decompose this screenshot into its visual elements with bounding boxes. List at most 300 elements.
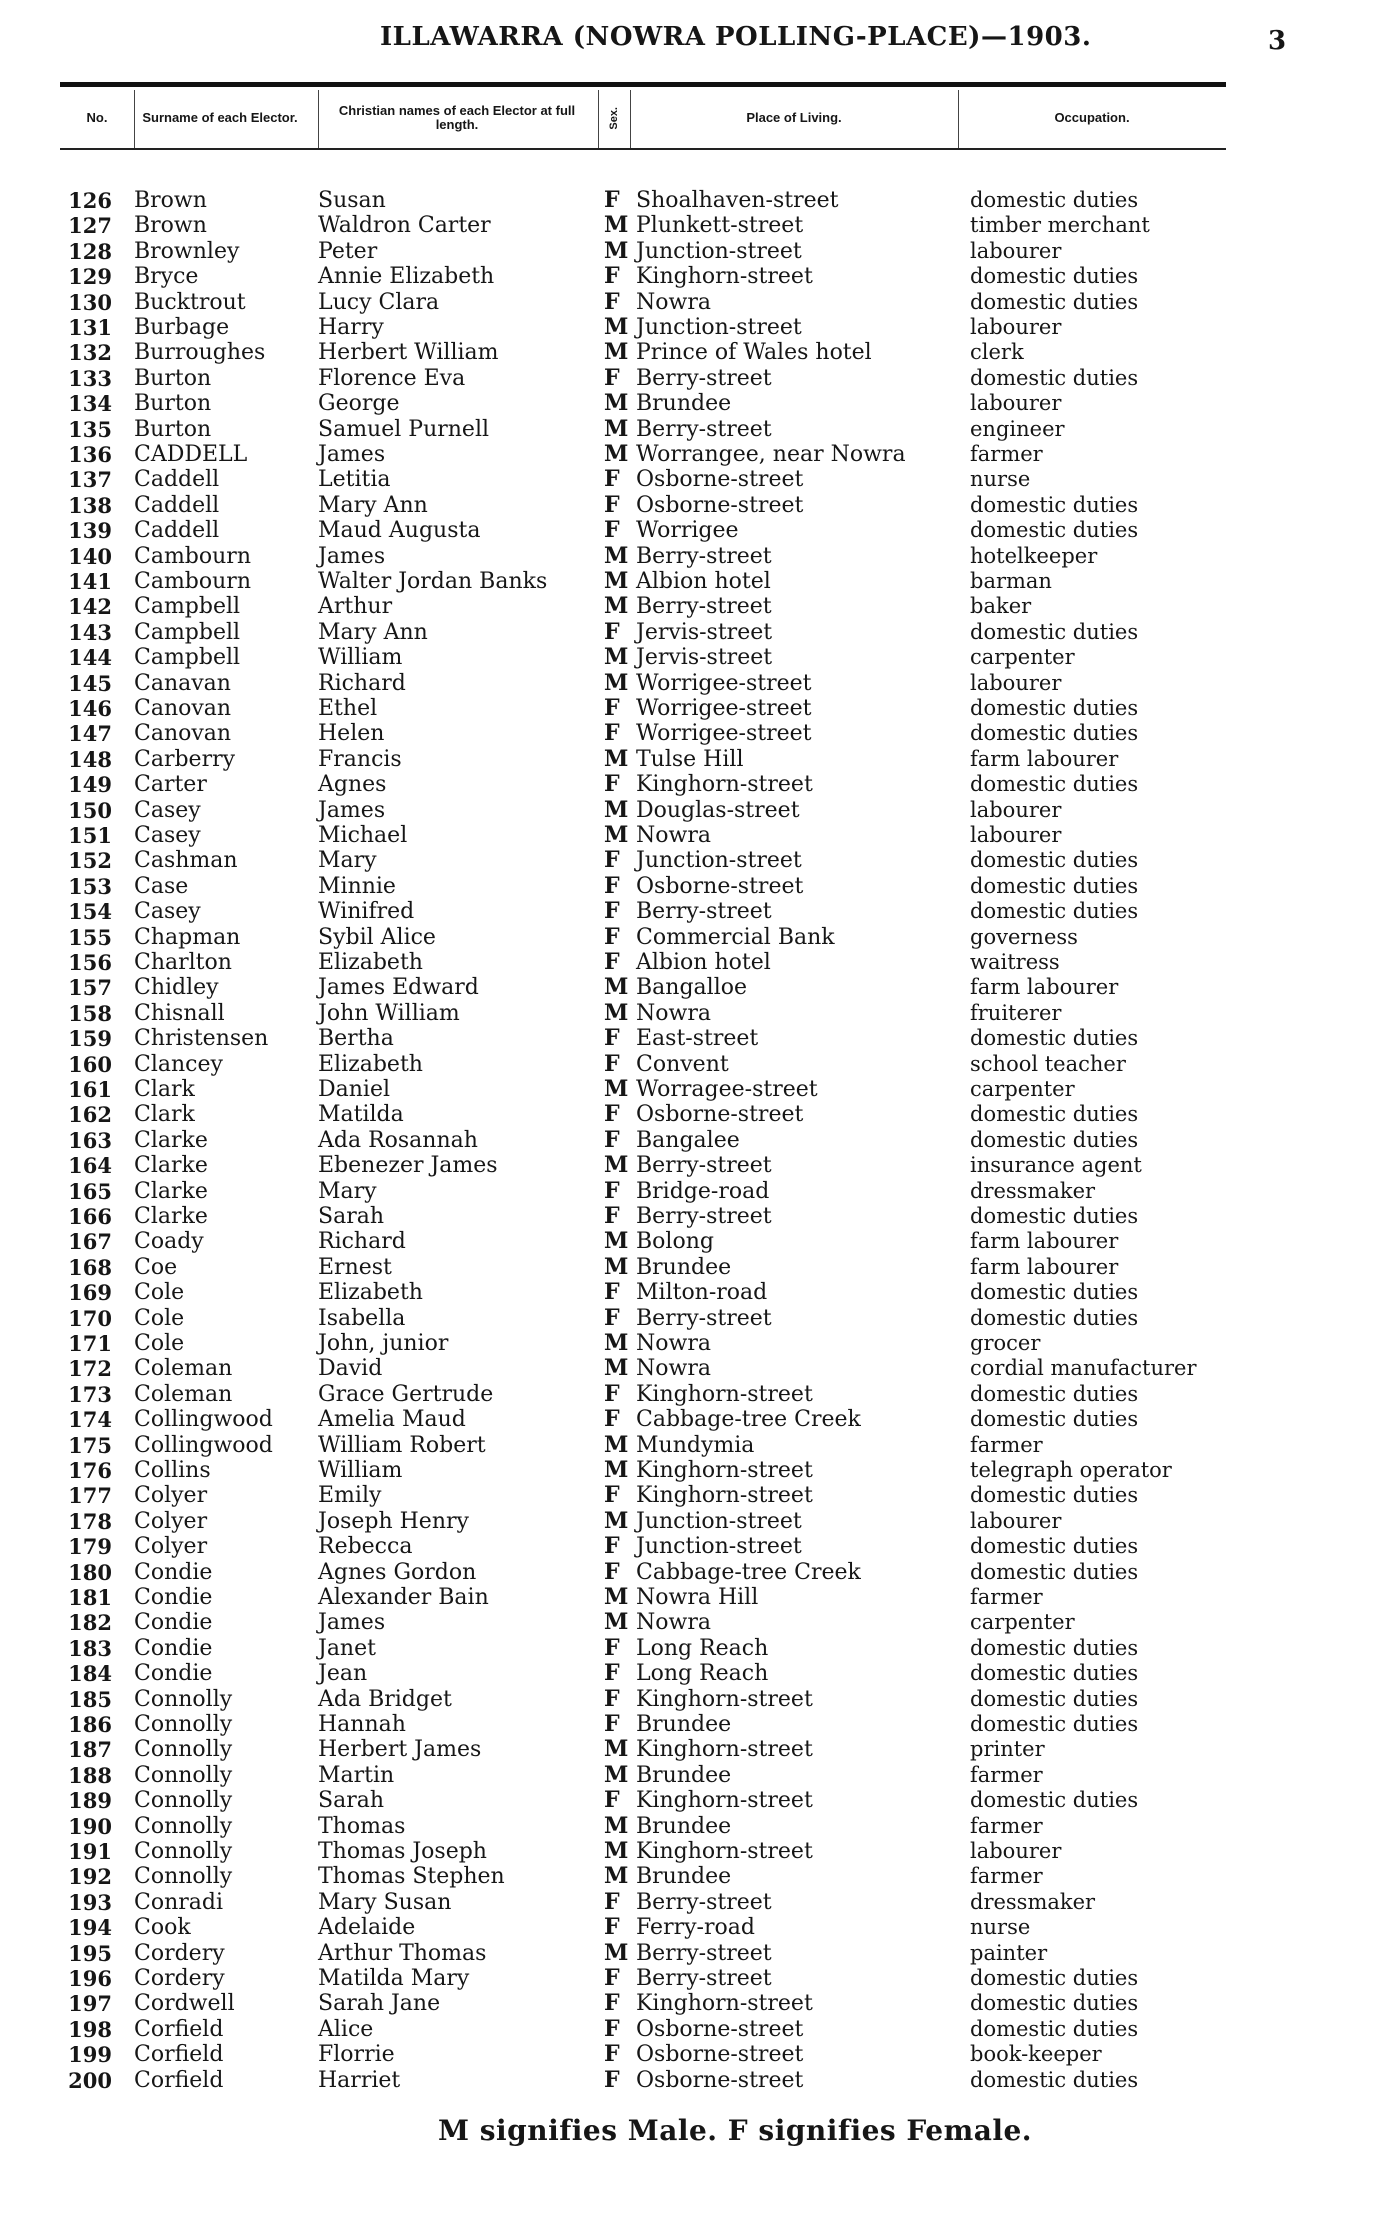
elector-occupation: labourer: [970, 1508, 1062, 1533]
list-item: [0, 493, 1382, 518]
elector-place: Berry-street: [636, 416, 772, 442]
elector-sex: M: [604, 212, 629, 239]
elector-number: 170: [68, 1305, 112, 1331]
elector-sex: F: [604, 1177, 620, 1204]
elector-place: Junction-street: [636, 848, 802, 874]
list-item: [0, 1331, 1382, 1356]
elector-occupation: domestic duties: [970, 518, 1139, 543]
elector-sex: M: [604, 542, 629, 569]
elector-number: 155: [68, 924, 112, 950]
elector-surname: Connolly: [134, 1839, 233, 1864]
elector-sex: M: [604, 644, 629, 671]
elector-surname: Burton: [134, 416, 212, 442]
elector-surname: Condie: [134, 1635, 213, 1661]
elector-christian-names: Florence Eva: [318, 365, 466, 391]
list-item: [0, 1712, 1382, 1737]
elector-sex: M: [604, 1761, 629, 1788]
elector-christian-names: Herbert James: [318, 1737, 482, 1763]
list-item: [0, 1661, 1382, 1686]
elector-place: Kinghorn-street: [636, 1686, 813, 1712]
elector-occupation: domestic duties: [970, 696, 1139, 720]
list-item: [0, 1229, 1382, 1254]
elector-number: 147: [68, 721, 112, 747]
elector-sex: F: [604, 1050, 620, 1077]
elector-occupation: domestic duties: [970, 2067, 1139, 2092]
list-item: [0, 772, 1382, 797]
list-item: [0, 1585, 1382, 1610]
elector-place: Long Reach: [636, 1635, 769, 1661]
elector-christian-names: William: [318, 645, 403, 671]
elector-occupation: farm labourer: [970, 975, 1119, 1000]
elector-sex: F: [604, 1634, 620, 1661]
elector-surname: Brownley: [134, 238, 240, 264]
elector-place: East-street: [636, 1026, 759, 1052]
elector-christian-names: Harry: [318, 315, 384, 340]
elector-surname: Conradi: [134, 1889, 223, 1915]
elector-place: Jervis-street: [636, 645, 773, 671]
elector-place: Brundee: [636, 1254, 732, 1280]
elector-christian-names: Isabella: [318, 1305, 406, 1331]
elector-number: 177: [68, 1483, 112, 1509]
elector-number: 154: [68, 899, 112, 925]
elector-surname: Coe: [134, 1254, 178, 1280]
elector-number: 149: [68, 772, 112, 798]
elector-sex: F: [604, 720, 620, 747]
elector-sex: F: [604, 771, 620, 798]
elector-place: Osborne-street: [636, 873, 804, 899]
elector-sex: F: [604, 872, 620, 899]
elector-number: 182: [68, 1610, 112, 1636]
elector-place: Kinghorn-street: [636, 772, 813, 798]
elector-occupation: domestic duties: [970, 1102, 1139, 1127]
elector-surname: Connolly: [134, 1762, 233, 1788]
elector-place: Kinghorn-street: [636, 1483, 813, 1509]
list-item: [0, 721, 1382, 746]
list-item: [0, 239, 1382, 264]
elector-surname: Coleman: [134, 1356, 233, 1382]
elector-number: 179: [68, 1534, 112, 1560]
list-item: [0, 1255, 1382, 1280]
elector-number: 156: [68, 950, 112, 975]
elector-christian-names: Alice: [318, 2016, 374, 2042]
elector-place: Osborne-street: [636, 2042, 804, 2068]
elector-surname: Clarke: [134, 1153, 208, 1179]
elector-place: Mundymia: [636, 1432, 755, 1458]
elector-number: 145: [68, 670, 112, 696]
elector-christian-names: James: [318, 442, 386, 467]
elector-sex: M: [604, 1253, 629, 1280]
elector-sex: F: [604, 1203, 620, 1229]
list-item: [0, 290, 1382, 315]
column-header-occupation: Occupation.: [1054, 110, 1130, 125]
list-item: [0, 950, 1382, 975]
list-item: [0, 1560, 1382, 1585]
elector-christian-names: Bertha: [318, 1026, 394, 1052]
elector-place: Shoalhaven-street: [636, 188, 839, 213]
elector-surname: Coady: [134, 1229, 204, 1255]
elector-surname: Casey: [134, 797, 201, 823]
elector-occupation: domestic duties: [970, 1305, 1139, 1330]
elector-sex: F: [604, 1888, 620, 1915]
elector-occupation: farm labourer: [970, 1254, 1119, 1279]
elector-christian-names: Walter Jordan Banks: [318, 569, 548, 594]
elector-occupation: labourer: [970, 238, 1062, 263]
elector-place: Bangalloe: [636, 975, 747, 1001]
elector-number: 141: [68, 569, 112, 594]
elector-occupation: nurse: [970, 1915, 1031, 1940]
elector-christian-names: Mary: [318, 848, 377, 874]
elector-place: Junction-street: [636, 315, 802, 340]
elector-place: Berry-street: [636, 543, 772, 569]
column-header-place: Place of Living.: [746, 110, 842, 125]
elector-number: 175: [68, 1432, 112, 1458]
elector-christian-names: Thomas Joseph: [318, 1839, 487, 1864]
list-item: [0, 874, 1382, 899]
elector-christian-names: Jean: [318, 1661, 368, 1687]
elector-occupation: domestic duties: [970, 1966, 1139, 1990]
elector-surname: Cook: [134, 1915, 191, 1941]
column-header-no: No.: [86, 110, 108, 125]
elector-place: Worrigee-street: [636, 670, 812, 696]
list-item: [0, 899, 1382, 924]
elector-christian-names: Sarah Jane: [318, 1991, 441, 2017]
elector-surname: Cordwell: [134, 1991, 235, 2017]
elector-surname: Collingwood: [134, 1432, 273, 1458]
list-item: [0, 1737, 1382, 1762]
elector-number: 162: [68, 1102, 112, 1128]
elector-number: 176: [68, 1458, 112, 1483]
list-item: [0, 2017, 1382, 2042]
list-item: [0, 1102, 1382, 1127]
elector-christian-names: Emily: [318, 1483, 382, 1509]
elector-occupation: domestic duties: [970, 188, 1139, 212]
elector-sex: M: [604, 999, 629, 1026]
elector-christian-names: John, junior: [318, 1331, 449, 1356]
elector-place: Brundee: [636, 1813, 732, 1839]
elector-surname: Condie: [134, 1585, 213, 1610]
elector-christian-names: Elizabeth: [318, 1280, 423, 1306]
elector-surname: Collins: [134, 1458, 211, 1483]
elector-number: 178: [68, 1508, 112, 1534]
elector-christian-names: George: [318, 391, 400, 417]
elector-number: 163: [68, 1127, 112, 1153]
elector-occupation: farmer: [970, 1762, 1043, 1787]
elector-place: Worrangee, near Nowra: [636, 442, 906, 467]
elector-christian-names: Matilda Mary: [318, 1966, 470, 1991]
list-item: [0, 1534, 1382, 1559]
elector-place: Berry-street: [636, 1204, 772, 1229]
elector-number: 129: [68, 264, 112, 290]
elector-sex: F: [604, 1406, 620, 1433]
elector-number: 172: [68, 1356, 112, 1382]
elector-sex: M: [604, 1736, 629, 1763]
elector-number: 186: [68, 1712, 112, 1737]
elector-sex: F: [604, 1990, 620, 2017]
elector-occupation: farmer: [970, 1585, 1043, 1609]
elector-place: Tulse Hill: [636, 746, 744, 772]
list-item: [0, 1204, 1382, 1229]
elector-occupation: domestic duties: [970, 1712, 1139, 1736]
list-item: [0, 1306, 1382, 1331]
elector-sex: F: [604, 1965, 620, 1991]
elector-surname: Cashman: [134, 848, 238, 874]
elector-sex: M: [604, 1584, 629, 1610]
elector-occupation: domestic duties: [970, 1559, 1139, 1584]
elector-christian-names: Richard: [318, 670, 406, 696]
elector-number: 131: [68, 315, 112, 340]
elector-occupation: labourer: [970, 823, 1062, 847]
elector-sex: M: [604, 1228, 629, 1255]
elector-place: Kinghorn-street: [636, 1788, 813, 1814]
elector-number: 151: [68, 823, 112, 848]
list-item: [0, 1610, 1382, 1635]
elector-occupation: insurance agent: [970, 1153, 1142, 1178]
elector-occupation: waitress: [970, 950, 1060, 974]
elector-occupation: domestic duties: [970, 899, 1139, 924]
elector-occupation: engineer: [970, 416, 1065, 441]
elector-number: 174: [68, 1407, 112, 1433]
elector-occupation: clerk: [970, 340, 1024, 365]
elector-occupation: domestic duties: [970, 1788, 1139, 1813]
elector-sex: F: [604, 491, 620, 518]
elector-surname: Corfield: [134, 2016, 224, 2042]
elector-surname: Brown: [134, 188, 207, 213]
elector-surname: Collingwood: [134, 1407, 273, 1433]
elector-place: Nowra: [636, 1356, 711, 1382]
elector-occupation: dressmaker: [970, 1178, 1096, 1203]
elector-christian-names: Joseph Henry: [318, 1508, 469, 1534]
elector-occupation: farmer: [970, 1864, 1043, 1889]
elector-sex: F: [604, 1126, 620, 1153]
elector-place: Osborne-street: [636, 492, 804, 518]
list-item: [0, 1382, 1382, 1407]
elector-place: Bridge-road: [636, 1178, 770, 1204]
elector-occupation: domestic duties: [970, 619, 1139, 644]
elector-sex: F: [604, 1787, 620, 1814]
elector-surname: Burton: [134, 391, 212, 417]
elector-occupation: domestic duties: [970, 1991, 1139, 2016]
column-divider: [630, 90, 631, 148]
list-item: [0, 2042, 1382, 2067]
elector-place: Berry-street: [636, 1966, 772, 1991]
elector-christian-names: Harriet: [318, 2067, 401, 2093]
elector-number: 196: [68, 1966, 112, 1991]
list-item: [0, 1788, 1382, 1813]
elector-place: Berry-street: [636, 1305, 772, 1331]
elector-surname: Caddell: [134, 492, 220, 518]
elector-place: Brundee: [636, 1712, 732, 1737]
elector-number: 152: [68, 848, 112, 874]
elector-place: Convent: [636, 1051, 729, 1077]
elector-surname: Casey: [134, 823, 201, 848]
elector-christian-names: Thomas Stephen: [318, 1864, 505, 1890]
elector-christian-names: Minnie: [318, 873, 396, 899]
elector-occupation: barman: [970, 569, 1052, 593]
elector-place: Ferry-road: [636, 1915, 755, 1941]
elector-surname: Connolly: [134, 1686, 233, 1712]
elector-place: Osborne-street: [636, 2067, 804, 2093]
elector-number: 127: [68, 213, 112, 239]
elector-occupation: domestic duties: [970, 492, 1139, 517]
elector-surname: Campbell: [134, 619, 241, 645]
elector-occupation: domestic duties: [970, 848, 1139, 873]
elector-christian-names: James: [318, 1610, 386, 1636]
elector-number: 181: [68, 1585, 112, 1610]
list-item: [0, 315, 1382, 340]
elector-surname: Connolly: [134, 1737, 233, 1763]
elector-number: 169: [68, 1280, 112, 1306]
elector-occupation: farmer: [970, 1432, 1043, 1457]
elector-sex: F: [604, 1558, 620, 1585]
elector-surname: Brown: [134, 213, 207, 239]
elector-sex: M: [604, 390, 629, 417]
elector-sex: M: [604, 1838, 629, 1864]
elector-number: 164: [68, 1153, 112, 1179]
elector-christian-names: Helen: [318, 721, 385, 747]
elector-occupation: domestic duties: [970, 1204, 1139, 1228]
elector-number: 167: [68, 1229, 112, 1255]
elector-sex: M: [604, 1431, 629, 1458]
column-header-sex: Sex.: [608, 106, 620, 130]
elector-christian-names: Agnes Gordon: [318, 1559, 477, 1585]
elector-surname: Condie: [134, 1559, 213, 1585]
list-item: [0, 594, 1382, 619]
elector-sex: M: [604, 669, 629, 696]
elector-place: Commercial Bank: [636, 924, 835, 950]
elector-place: Berry-street: [636, 1153, 772, 1179]
elector-sex: F: [604, 1711, 620, 1737]
elector-christian-names: Alexander Bain: [318, 1585, 489, 1610]
elector-number: 165: [68, 1178, 112, 1204]
elector-place: Jervis-street: [636, 619, 773, 645]
header-rule-bottom: [60, 148, 1226, 150]
elector-number: 142: [68, 594, 112, 620]
column-header-surname: Surname of each Elector.: [142, 110, 298, 125]
elector-number: 199: [68, 2042, 112, 2068]
elector-place: Osborne-street: [636, 1102, 804, 1128]
elector-christian-names: Janet: [318, 1635, 376, 1661]
elector-christian-names: Peter: [318, 238, 378, 264]
elector-number: 173: [68, 1381, 112, 1407]
elector-place: Cabbage-tree Creek: [636, 1559, 861, 1585]
elector-place: Berry-street: [636, 365, 772, 391]
elector-surname: Condie: [134, 1661, 213, 1687]
elector-sex: F: [604, 898, 620, 925]
elector-surname: Clarke: [134, 1178, 208, 1204]
elector-sex: M: [604, 974, 629, 1001]
column-divider: [134, 90, 135, 148]
elector-christian-names: Mary: [318, 1178, 377, 1204]
elector-sex: M: [604, 1355, 629, 1382]
elector-occupation: domestic duties: [970, 1407, 1139, 1432]
elector-occupation: domestic duties: [970, 873, 1139, 898]
elector-christian-names: William Robert: [318, 1432, 486, 1458]
elector-number: 128: [68, 238, 112, 264]
elector-surname: Case: [134, 873, 189, 899]
column-header-christian-names: Christian names of each Elector at full length.: [338, 103, 576, 132]
list-item: [0, 518, 1382, 543]
elector-christian-names: Letitia: [318, 467, 391, 493]
elector-place: Long Reach: [636, 1661, 769, 1687]
elector-occupation: hotelkeeper: [970, 543, 1098, 568]
list-item: [0, 1153, 1382, 1178]
elector-occupation: farmer: [970, 442, 1043, 466]
elector-sex: F: [604, 923, 620, 950]
elector-sex: F: [604, 1025, 620, 1052]
elector-occupation: painter: [970, 1940, 1048, 1965]
elector-christian-names: James: [318, 797, 386, 823]
list-item: [0, 1179, 1382, 1204]
elector-surname: Clancey: [134, 1051, 223, 1077]
elector-surname: Cambourn: [134, 569, 251, 594]
elector-sex: M: [604, 1507, 629, 1534]
list-item: [0, 696, 1382, 721]
column-header-sex-box: [600, 90, 628, 146]
elector-place: Bolong: [636, 1229, 714, 1255]
list-item: [0, 925, 1382, 950]
elector-place: Berry-street: [636, 1889, 772, 1915]
elector-number: 191: [68, 1839, 112, 1864]
elector-surname: Coleman: [134, 1381, 233, 1407]
page-title: ILLAWARRA (NOWRA POLLING-PLACE)—1903.: [380, 22, 1092, 52]
list-item: [0, 1483, 1382, 1508]
list-item: [0, 1839, 1382, 1864]
elector-occupation: carpenter: [970, 1077, 1075, 1101]
elector-occupation: domestic duties: [970, 1534, 1139, 1559]
elector-place: Milton-road: [636, 1280, 768, 1306]
column-divider: [958, 90, 959, 148]
elector-sex: F: [604, 1279, 620, 1306]
elector-christian-names: Rebecca: [318, 1534, 413, 1560]
list-item: [0, 1433, 1382, 1458]
elector-christian-names: Matilda: [318, 1102, 404, 1128]
elector-christian-names: Waldron Carter: [318, 213, 491, 239]
elector-occupation: domestic duties: [970, 721, 1139, 746]
elector-christian-names: Adelaide: [318, 1915, 416, 1941]
list-item: [0, 1077, 1382, 1102]
elector-sex: M: [604, 415, 629, 442]
elector-sex: F: [604, 364, 620, 391]
list-item: [0, 1458, 1382, 1483]
elector-surname: Colyer: [134, 1534, 208, 1560]
elector-occupation: domestic duties: [970, 365, 1139, 390]
elector-sex: F: [604, 517, 620, 544]
list-item: [0, 1509, 1382, 1534]
elector-number: 168: [68, 1254, 112, 1280]
elector-number: 146: [68, 696, 112, 721]
elector-number: 135: [68, 416, 112, 442]
elector-sex: F: [604, 618, 620, 645]
elector-number: 193: [68, 1889, 112, 1915]
elector-number: 138: [68, 492, 112, 518]
elector-place: Nowra: [636, 823, 711, 848]
elector-occupation: school teacher: [970, 1051, 1126, 1076]
elector-christian-names: Daniel: [318, 1077, 391, 1102]
elector-sex: M: [604, 1076, 629, 1102]
elector-place: Worrigee-street: [636, 721, 812, 747]
elector-place: Albion hotel: [636, 569, 771, 594]
elector-number: 136: [68, 442, 112, 467]
elector-christian-names: Sybil Alice: [318, 924, 436, 950]
column-divider: [318, 90, 319, 148]
elector-occupation: domestic duties: [970, 2016, 1139, 2041]
list-item: [0, 467, 1382, 492]
elector-occupation: domestic duties: [970, 1381, 1139, 1406]
elector-place: Osborne-street: [636, 467, 804, 493]
elector-surname: Chidley: [134, 975, 219, 1001]
elector-number: 150: [68, 797, 112, 823]
list-item: [0, 645, 1382, 670]
